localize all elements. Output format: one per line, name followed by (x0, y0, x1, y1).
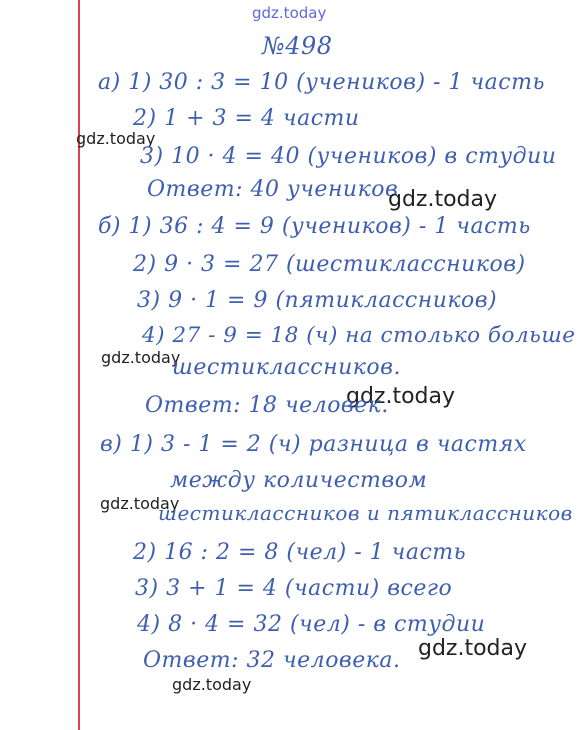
part-c-line-1b: между количеством (170, 468, 428, 493)
part-c-line-3: 3) 3 + 1 = 4 (части) всего (135, 576, 453, 601)
part-b-line-3: 3) 9 · 1 = 9 (пятиклассников) (137, 288, 498, 313)
part-c-line-1: в) 1) 3 - 1 = 2 (ч) разница в частях (100, 432, 527, 457)
part-b-line-4a: 4) 27 - 9 = 18 (ч) на столько больше (142, 323, 576, 348)
watermark-3: gdz.today (101, 348, 181, 367)
part-c-answer: Ответ: 32 человека. (143, 648, 401, 673)
watermark-7: gdz.today (172, 675, 252, 694)
part-a-line-3: 3) 10 · 4 = 40 (учеников) в студии (140, 144, 557, 169)
part-c-line-2: 2) 16 : 2 = 8 (чел) - 1 часть (133, 540, 467, 565)
part-a-line-1: а) 1) 30 : 3 = 10 (учеников) - 1 часть (98, 70, 545, 95)
watermark-2: gdz.today (388, 187, 498, 212)
part-c-line-4: 4) 8 · 4 = 32 (чел) - в студии (137, 612, 486, 637)
part-b-line-1: б) 1) 36 : 4 = 9 (учеников) - 1 часть (98, 214, 531, 239)
part-a-answer: Ответ: 40 учеников (147, 177, 399, 202)
watermark-top: gdz.today (252, 4, 327, 22)
margin-line (78, 0, 80, 730)
part-b-line-2: 2) 9 · 3 = 27 (шестиклассников) (133, 252, 526, 277)
watermark-4: gdz.today (346, 384, 456, 409)
part-b-line-4b: шестиклассников. (172, 355, 401, 380)
part-a-line-2: 2) 1 + 3 = 4 части (133, 106, 360, 131)
task-number: №498 (262, 32, 333, 60)
watermark-6: gdz.today (418, 636, 528, 661)
watermark-1: gdz.today (76, 129, 156, 148)
part-c-line-1c: шестиклассников и пятиклассников (158, 501, 573, 525)
watermark-5: gdz.today (100, 494, 180, 513)
part-b-answer: Ответ: 18 человек. (145, 393, 389, 418)
